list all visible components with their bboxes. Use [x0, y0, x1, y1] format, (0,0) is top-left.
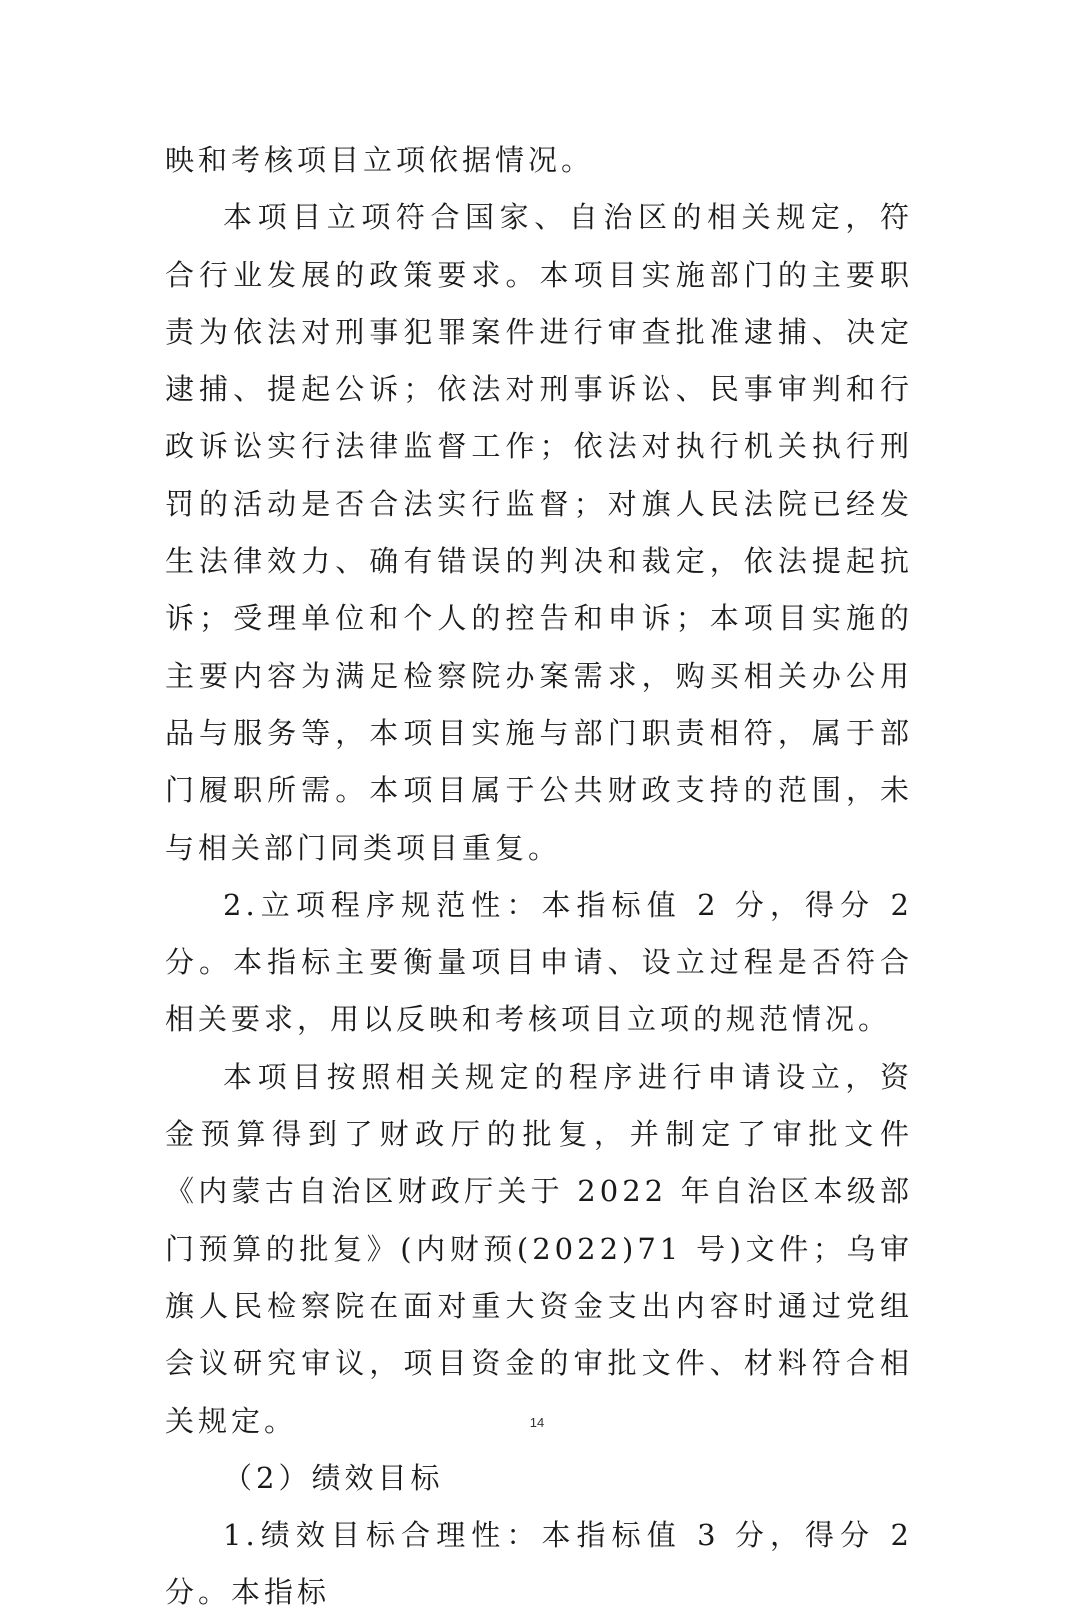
page-number: 14: [529, 1415, 545, 1430]
paragraph-goal-rationality: 1.绩效目标合理性：本指标值 3 分，得分 2 分。本指标: [165, 1518, 913, 1610]
body-text: [165, 132, 913, 1622]
paragraph-project-basis: 本项目立项符合国家、自治区的相关规定，符合行业发展的政策要求。本项目实施部门的主要职责为依法对刑事犯罪案件进行审查批准逮捕、决定逮捕、提起公诉；依法对刑事诉讼、民事审判和行政诉讼实行法律监督工作；依法对执行机关执行刑罚的活动是否合法实行监督；对旗人民法院已经发生法律效力、确有错误的判决和裁定，依法提起抗诉；受理单位和个人的控告和申诉；本项目实施的主要内容为满足检察院办案需求，购买相关办公用品与服务等，本项目实施与部门职责相符，属于部门履职所需。本项目属于公共财政支持的范围，未与相关部门同类项目重复。: [165, 200, 913, 865]
paragraph-procedure-standard: 2.立项程序规范性：本指标值 2 分，得分 2 分。本指标主要衡量项目申请、设立过程是否符合相关要求，用以反映和考核项目立项的规范情况。: [165, 887, 913, 1037]
section-heading-performance-goal: （2）绩效目标: [223, 1460, 444, 1495]
paragraph-procedure-detail: 本项目按照相关规定的程序进行申请设立，资金预算得到了财政厅的批复，并制定了审批文件《内蒙古自治区财政厅关于 2022 年自治区本级部门预算的批复》(内财预(2022)71 号)文件；乌审旗人民检察院在面对重大资金支出内容时通过党组会议研究审议，项目资金的审批文件、材料符合相关规定。: [165, 1059, 913, 1438]
paragraph-continuation: 映和考核项目立项依据情况。: [165, 143, 595, 177]
